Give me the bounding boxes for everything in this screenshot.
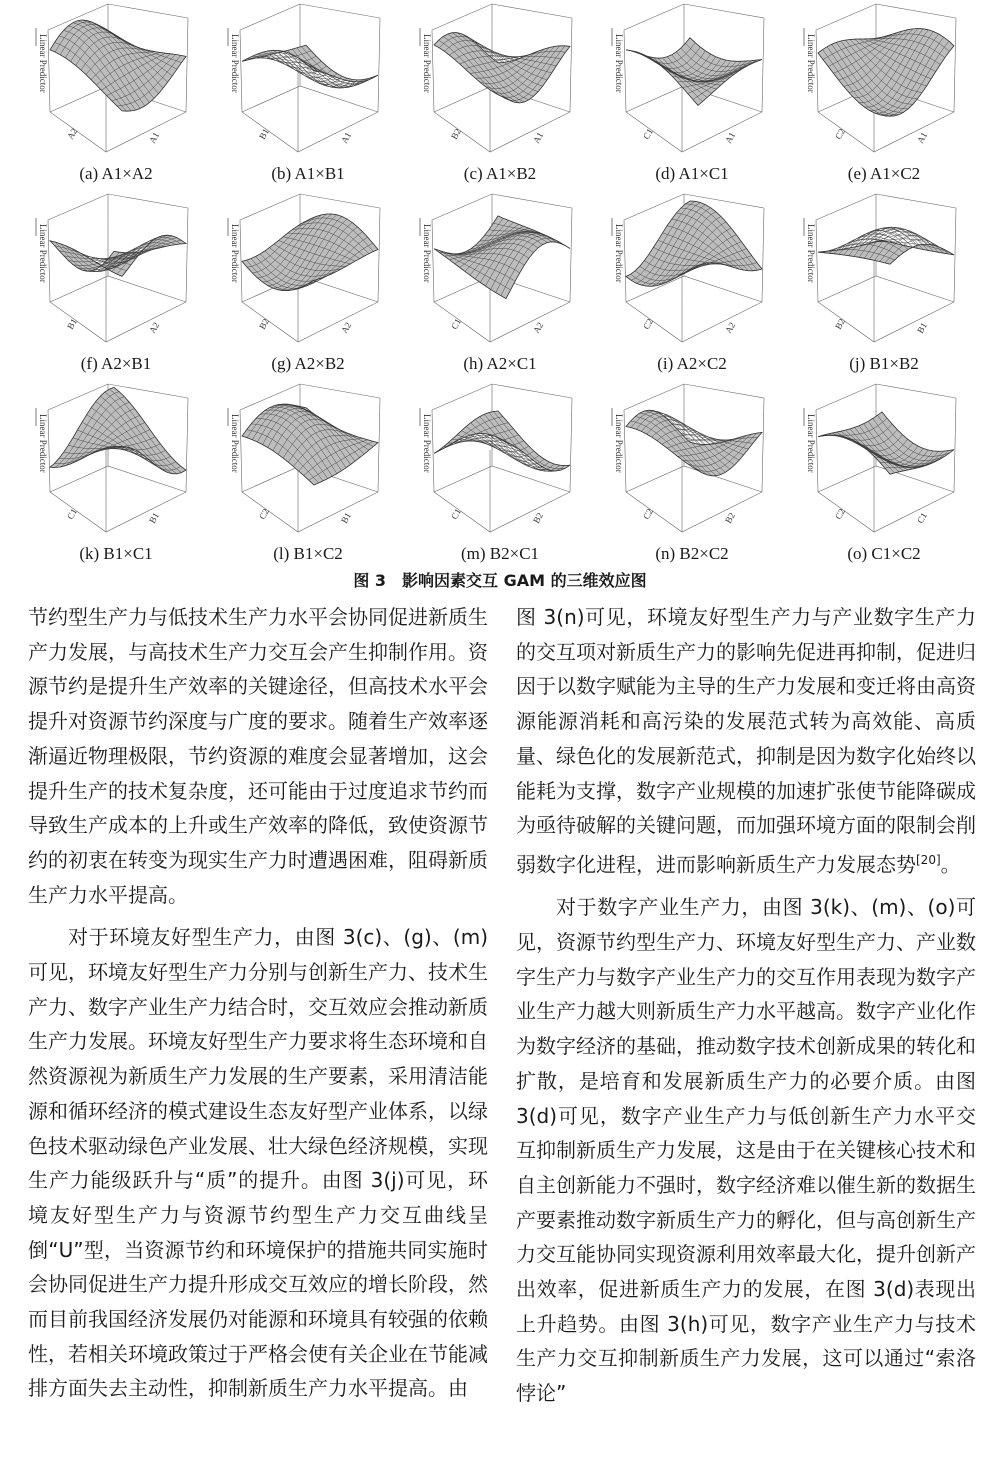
paragraph-tail: 。 bbox=[940, 852, 961, 877]
z-axis-label: Linear Predictor bbox=[38, 414, 48, 473]
x-axis-label: B1 bbox=[65, 316, 79, 331]
x-axis-label: C1 bbox=[641, 126, 655, 141]
y-axis-label: A1 bbox=[147, 130, 162, 145]
figure-title: 图 3 影响因素交互 GAM 的三维效应图 bbox=[353, 571, 647, 590]
surface-plot-panel bbox=[596, 380, 788, 568]
panel-caption: (f) A2×B1 bbox=[80, 354, 152, 373]
x-axis-label: C1 bbox=[449, 506, 463, 521]
z-axis-label: Linear Predictor bbox=[806, 414, 816, 473]
z-axis-label: Linear Predictor bbox=[614, 34, 624, 93]
y-axis-label: B2 bbox=[531, 510, 545, 525]
surface-plot bbox=[796, 380, 974, 538]
surface-plot-panel bbox=[20, 190, 212, 378]
y-axis-label: B1 bbox=[339, 510, 353, 525]
y-axis-label: B2 bbox=[723, 510, 737, 525]
surface-mesh bbox=[818, 227, 954, 264]
surface-mesh bbox=[626, 38, 762, 106]
surface-mesh bbox=[242, 45, 378, 88]
y-axis-label: B1 bbox=[147, 510, 161, 525]
z-axis-label: Linear Predictor bbox=[422, 414, 432, 473]
y-axis-label: B1 bbox=[915, 320, 929, 335]
panel-caption: (o) C1×C2 bbox=[847, 544, 921, 563]
panel-caption: (g) A2×B2 bbox=[271, 354, 345, 373]
y-axis-label: A1 bbox=[531, 130, 546, 145]
z-axis-label: Linear Predictor bbox=[38, 34, 48, 93]
surface-plot bbox=[796, 190, 974, 348]
surface-plot-panel bbox=[404, 190, 596, 378]
y-axis-label: C1 bbox=[915, 510, 929, 525]
surface-mesh bbox=[434, 216, 570, 299]
x-axis-label: A2 bbox=[65, 126, 80, 141]
paragraph: 对于环境友好型生产力，由图 3(c)、(g)、(m)可见，环境友好型生产力分别与创新生产力、技术生产力、数字产业生产力结合时，交互效应会推动新质生产力发展。环境友好型生产力要求将生态环境和自然资源视为新质生产力发展的生产要素，采用清洁能源和循环经济的模式建设生态友好型产业体系，以绿色技术驱动绿色产业发展、壮大绿色经济规模，实现生产力能级跃升与“质”的提升。由图 3(j)可见，环境友好型生产力与资源节约型生产力交互曲线呈倒“U”型，当资源节约和环境保护的措施共同实施时会协同促进生产力提升形成交互效应的增长阶段，然而目前我国经济发展仍对能源和环境具有较强的依赖性，若相关环境政策过于严格会使有关企业在节能减排方面失去主动性，抑制新质生产力水平提高。由 bbox=[28, 925, 488, 1401]
surface-mesh bbox=[50, 235, 186, 276]
surface-plot-panel bbox=[212, 0, 404, 188]
x-axis-label: B2 bbox=[449, 126, 463, 141]
surface-plot bbox=[220, 190, 398, 348]
surface-plot-panel bbox=[212, 190, 404, 378]
surface-plot-panel bbox=[20, 380, 212, 568]
surface-mesh bbox=[626, 201, 762, 286]
x-axis-label: C2 bbox=[833, 506, 847, 521]
z-axis-label: Linear Predictor bbox=[806, 224, 816, 283]
panel-caption: (l) B1×C2 bbox=[273, 544, 343, 563]
panel-caption: (a) A1×A2 bbox=[79, 164, 153, 183]
y-axis-label: A2 bbox=[723, 320, 738, 335]
right-text-column bbox=[516, 600, 976, 1411]
panel-caption: (k) B1×C1 bbox=[79, 544, 153, 563]
z-axis-label: Linear Predictor bbox=[38, 224, 48, 283]
y-axis-label: A2 bbox=[531, 320, 546, 335]
y-axis-label: A1 bbox=[339, 130, 354, 145]
surface-plot bbox=[220, 0, 398, 158]
panel-caption: (i) A2×C2 bbox=[657, 354, 727, 373]
surface-mesh bbox=[242, 404, 378, 485]
panel-caption: (m) B2×C1 bbox=[460, 544, 540, 563]
surface-plot bbox=[220, 380, 398, 538]
paragraph: 节约型生产力与低技术生产力水平会协同促进新质生产力发展，与高技术生产力交互会产生抑制作用。资源节约是提升生产效率的关键途径，但高技术水平会提升对资源节约深度与广度的要求。随着生产效率逐渐逼近物理极限，节约资源的难度会显著增加，这会提升生产的技术复杂度，还可能由于过度追求节约而导致生产成本的上升或生产效率的降低，致使资源节约的初衷在转变为现实生产力时遭遇困难，阻碍新质生产力水平提高。 bbox=[28, 605, 488, 907]
z-axis-label: Linear Predictor bbox=[230, 414, 240, 473]
z-axis-label: Linear Predictor bbox=[422, 34, 432, 93]
y-axis-label: A1 bbox=[915, 130, 930, 145]
surface-plot-panel bbox=[788, 190, 980, 378]
surface-mesh bbox=[434, 33, 570, 103]
surface-mesh bbox=[626, 410, 762, 476]
x-axis-label: C2 bbox=[257, 506, 271, 521]
surface-mesh bbox=[818, 412, 954, 474]
surface-plot bbox=[28, 380, 206, 538]
z-axis-label: Linear Predictor bbox=[230, 34, 240, 93]
x-axis-label: C2 bbox=[641, 316, 655, 331]
surface-plot bbox=[28, 190, 206, 348]
panel-caption: (n) B2×C2 bbox=[655, 544, 729, 563]
surface-plot bbox=[28, 0, 206, 158]
surface-mesh bbox=[50, 20, 186, 111]
x-axis-label: C1 bbox=[449, 316, 463, 331]
surface-plot bbox=[412, 380, 590, 538]
surface-plot-panel bbox=[212, 380, 404, 568]
surface-plot bbox=[412, 0, 590, 158]
z-axis-label: Linear Predictor bbox=[422, 224, 432, 283]
surface-plot-panel bbox=[596, 190, 788, 378]
surface-plot bbox=[604, 380, 782, 538]
panel-caption: (j) B1×B2 bbox=[849, 354, 919, 373]
surface-plot-panel bbox=[404, 380, 596, 568]
surface-plot bbox=[604, 0, 782, 158]
surface-plot bbox=[604, 190, 782, 348]
panel-caption: (h) A2×C1 bbox=[463, 354, 537, 373]
panel-caption: (d) A1×C1 bbox=[655, 164, 729, 183]
y-axis-label: A1 bbox=[723, 130, 738, 145]
paragraph-text: 图 3(n)可见，环境友好型生产力与产业数字生产力的交互项对新质生产力的影响先促进再抑制，促进归因于以数字赋能为主导的生产力发展和变迁将由高资源能源消耗和高污染的发展范式转为高效能、高质量、绿色化的发展新范式，抑制是因为数字化始终以能耗为支撑，数字产业规模的加速扩张使节能降碳成为亟待破解的关键问题，而加强环境方面的限制会削弱数字化进程，进而影响新质生产力发展态势 bbox=[516, 605, 976, 877]
z-axis-label: Linear Predictor bbox=[806, 34, 816, 93]
paragraph: 对于数字产业生产力，由图 3(k)、(m)、(o)可见，资源节约型生产力、环境友好型生产力、产业数字生产力与数字产业生产力的交互作用表现为数字产业生产力越大则新质生产力水平越高。数字产业化作为数字经济的基础，推动数字技术创新成果的转化和扩散，是培育和发展新质生产力的必要介质。由图 3(d)可见，数字产业生产力与低创新生产力水平交互抑制新质生产力发展，这是由于在关键核心技术和自主创新能力不强时，数字经济难以催生新的数据生产要素推动数字新质生产力的孵化，但与高创新生产力交互能协同实现资源利用效率最大化，提升创新产出效率，促进新质生产力的发展，在图 3(d)表现出上升趋势。由图 3(h)可见，数字产业生产力与技术生产力交互抑制新质生产力发展，这可以通过“索洛悖论” bbox=[516, 895, 976, 1406]
paragraph bbox=[516, 600, 976, 882]
x-axis-label: B2 bbox=[833, 316, 847, 331]
surface-plot-panel bbox=[596, 0, 788, 188]
surface-mesh bbox=[242, 214, 378, 291]
panel-caption: (c) A1×B2 bbox=[463, 164, 537, 183]
z-axis-label: Linear Predictor bbox=[614, 224, 624, 283]
surface-plot-panel bbox=[404, 0, 596, 188]
z-axis-label: Linear Predictor bbox=[230, 224, 240, 283]
figure-3-grid bbox=[20, 0, 980, 565]
surface-plot bbox=[412, 190, 590, 348]
y-axis-label: A2 bbox=[147, 320, 162, 335]
surface-plot bbox=[796, 0, 974, 158]
x-axis-label: C1 bbox=[65, 506, 79, 521]
citation-ref: [20] bbox=[916, 852, 941, 867]
surface-mesh bbox=[434, 411, 570, 472]
x-axis-label: C2 bbox=[833, 126, 847, 141]
panel-caption: (b) A1×B1 bbox=[271, 164, 345, 183]
surface-plot-panel bbox=[20, 0, 212, 188]
x-axis-label: B1 bbox=[257, 126, 271, 141]
panel-caption: (e) A1×C2 bbox=[847, 164, 921, 183]
y-axis-label: A2 bbox=[339, 320, 354, 335]
surface-plot-panel bbox=[788, 380, 980, 568]
z-axis-label: Linear Predictor bbox=[614, 414, 624, 473]
x-axis-label: B2 bbox=[257, 316, 271, 331]
x-axis-label: C2 bbox=[641, 506, 655, 521]
left-text-column bbox=[28, 600, 488, 1406]
surface-plot-panel bbox=[788, 0, 980, 188]
